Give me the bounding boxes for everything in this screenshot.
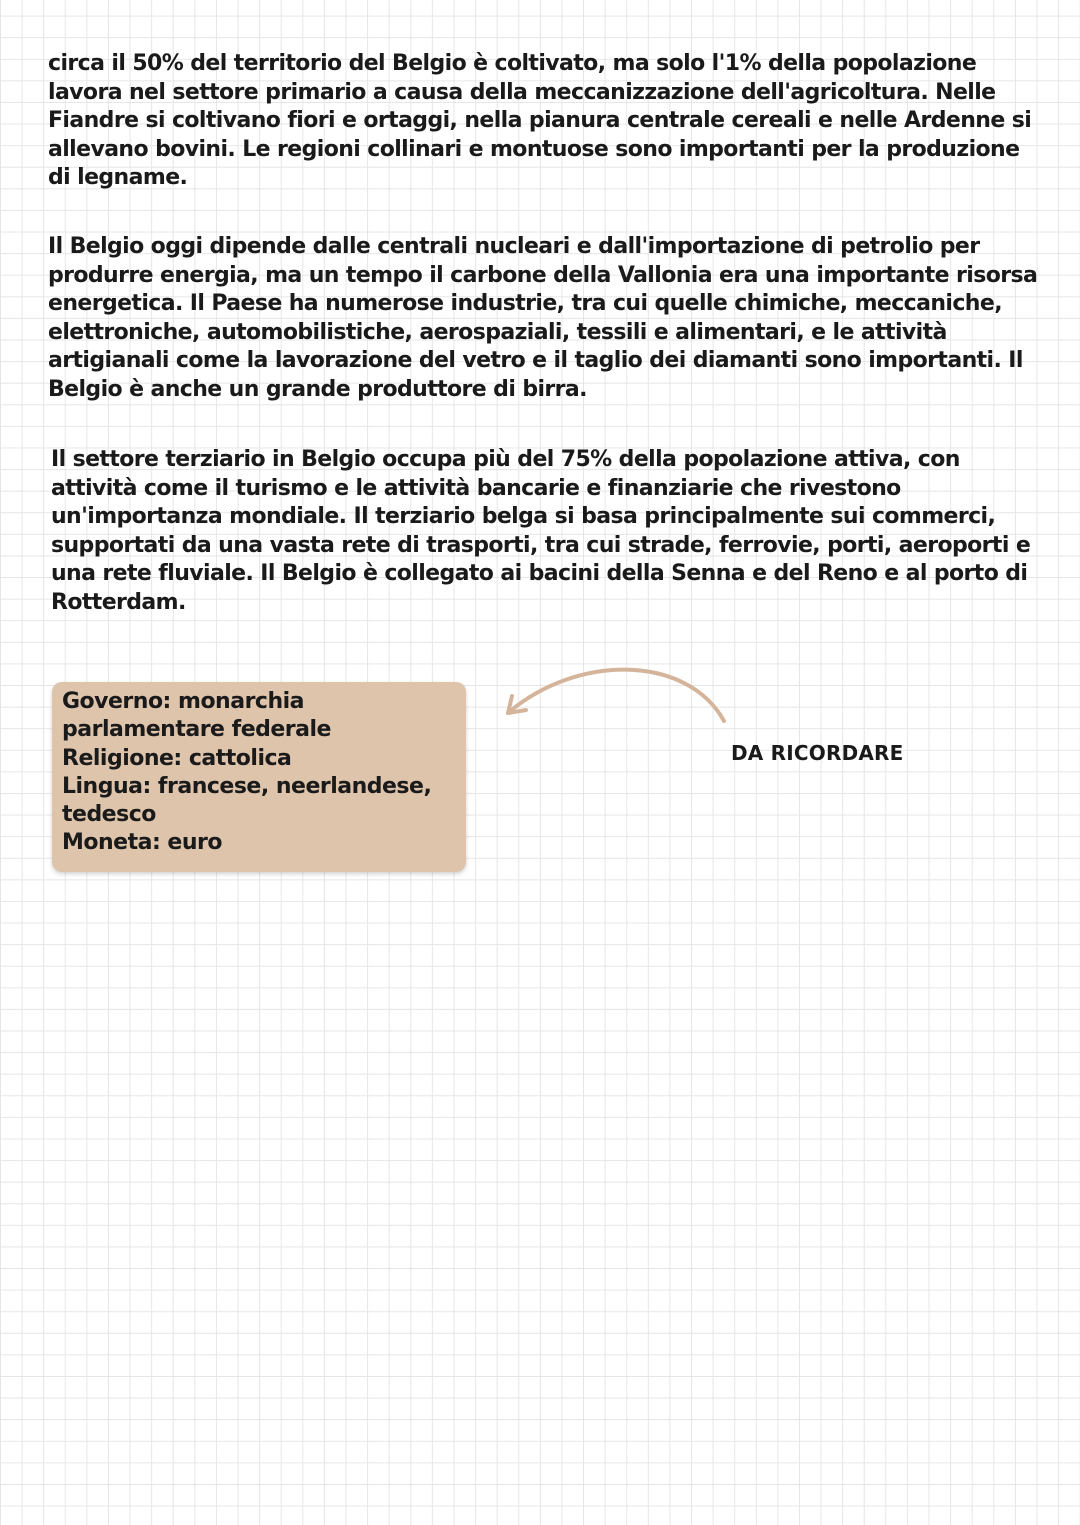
info-language-cont: tedesco: [62, 802, 156, 828]
paragraph-energy-industry: Il Belgio oggi dipende dalle centrali nucleari e dall'importazione di petrolio per produrre energia, ma un tempo il carbone della Vallonia era una importante risorsa energetica. Il Paese ha numerose industrie, tra cui quelle chimiche, meccaniche, elettroniche, automobilistiche, aerospaziali, tessili e alimentari, e le attività artigianali come la lavorazione del vetro e il taglio dei diamanti sono importanti. Il Belgio è anche un grande produttore di birra.: [48, 234, 1038, 402]
info-government-cont: parlamentare federale: [62, 717, 331, 743]
paragraph-tertiary-sector: Il settore terziario in Belgio occupa più del 75% della popolazione attiva, con attività come il turismo e le attività bancarie e finanziarie che rivestono un'importanza mondiale. Il terziario belga si basa principalmente sui commerci, supportati da una vasta rete di trasporti, tra cui strade, ferrovie, porti, aeroporti e una rete fluviale. Il Belgio è collegato ai bacini della Senna e del Reno e al porto di Rotterdam.: [51, 447, 1031, 615]
info-government: Governo: monarchia: [62, 689, 305, 714]
reminder-label: DA RICORDARE: [731, 741, 904, 765]
curved-arrow-icon: [498, 655, 738, 735]
info-currency: Moneta: euro: [62, 830, 222, 856]
info-language: Lingua: francese, neerlandese,: [62, 773, 432, 799]
paragraph-primary-sector: circa il 50% del territorio del Belgio è coltivato, ma solo l'1% della popolazione lavora nel settore primario a causa della meccanizzazione dell'agricoltura. Nelle Fiandre si coltivano fiori e ortaggi, nella pianura centrale cereali e nelle Ardenne si allevano bovini. Le regioni collinari e montuose sono importanti per la produzione di legname.: [48, 51, 1032, 190]
info-box: [52, 682, 466, 872]
info-religion: Religione: cattolica: [62, 745, 292, 771]
